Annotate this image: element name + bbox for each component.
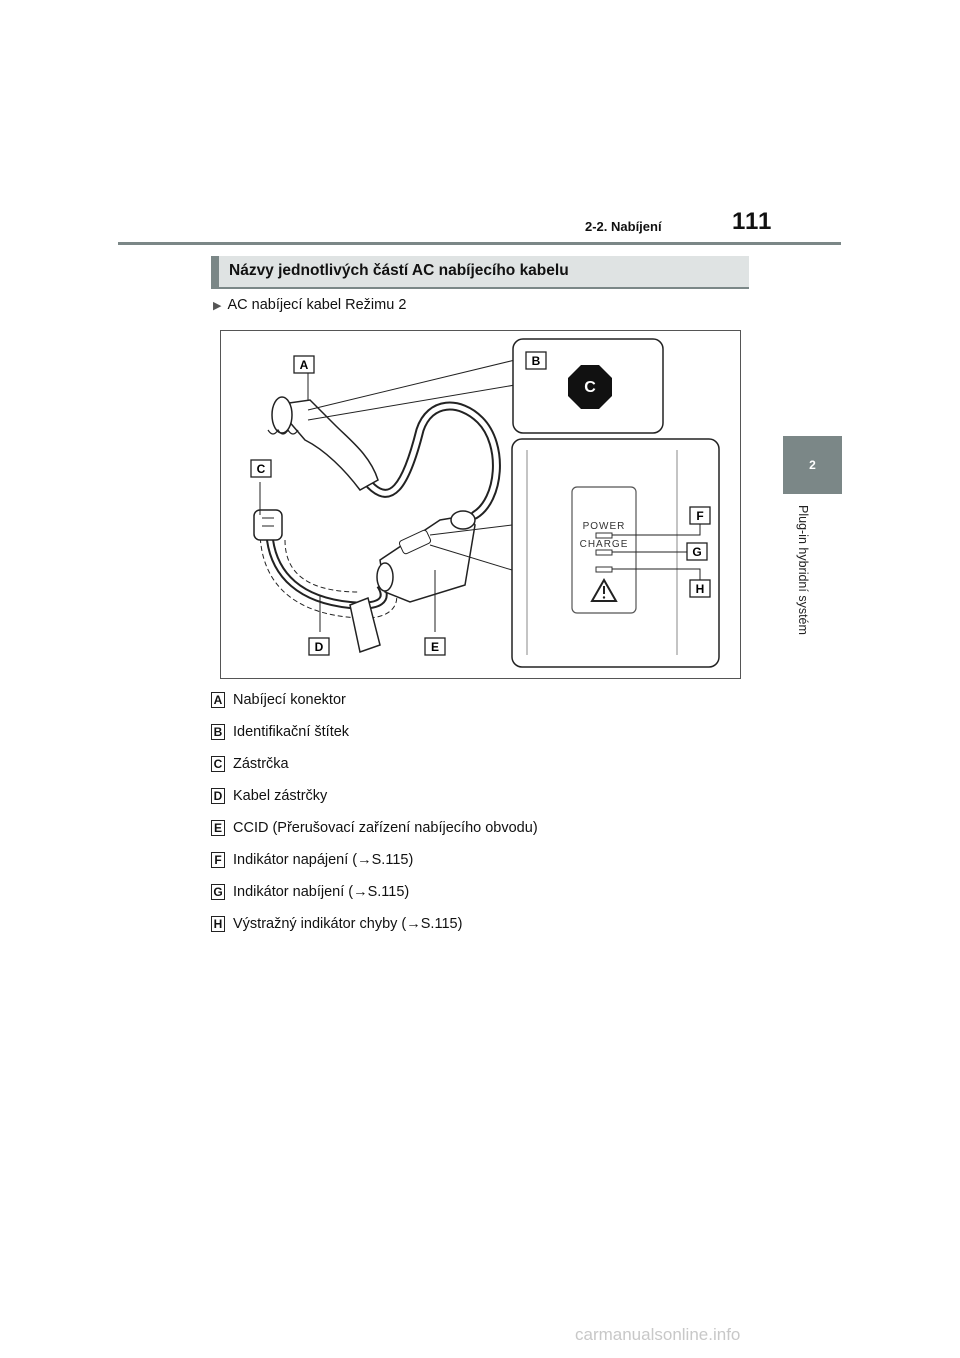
svg-text:C: C <box>256 462 266 476</box>
legend-item <box>211 754 289 774</box>
callout-f <box>690 507 710 524</box>
callout-g <box>687 543 707 560</box>
legend-key: C <box>211 756 225 772</box>
callout-h <box>690 580 710 597</box>
legend-text: CCID (Přerušovací zařízení nabíjecího obvodu) <box>233 820 538 836</box>
legend-key: E <box>211 820 225 836</box>
subheading <box>213 297 406 313</box>
legend-item <box>211 818 538 838</box>
legend-key: A <box>211 692 225 708</box>
error-indicator <box>596 567 612 572</box>
legend-text: Zástrčka <box>233 756 289 772</box>
svg-text:F: F <box>696 509 704 523</box>
legend-item <box>211 722 349 742</box>
chapter-tab: 2 <box>783 436 842 494</box>
legend-text: Indikátor napájení (→S.115) <box>233 852 414 868</box>
watermark: carmanualsonline.info <box>575 1325 741 1344</box>
legend-text: Indikátor nabíjení (→S.115) <box>233 884 410 900</box>
legend-item <box>211 690 346 710</box>
triangle-bullet-icon: ▶ <box>213 300 222 312</box>
header-rule <box>118 242 841 245</box>
page-number: 111 <box>732 208 773 235</box>
plug-icon <box>254 510 282 540</box>
header-section-title: 2-2. Nabíjení <box>585 219 662 234</box>
section-title: Názvy jednotlivých částí AC nabíjecího kabelu <box>229 262 569 279</box>
legend-text: Identifikační štítek <box>233 724 350 740</box>
callout-c <box>251 460 271 477</box>
legend-key: G <box>211 884 225 900</box>
svg-text:E: E <box>430 640 440 654</box>
svg-text:C: C <box>584 379 596 396</box>
legend-text: Výstražný indikátor chyby (→S.115) <box>233 916 463 932</box>
charge-label: CHARGE <box>579 539 629 550</box>
legend-key: D <box>211 788 225 804</box>
cable-figure <box>220 330 741 679</box>
section-accent <box>211 256 219 287</box>
legend-text: Nabíjecí konektor <box>233 692 346 708</box>
callout-a <box>294 356 314 373</box>
subheading-text: AC nabíjecí kabel Režimu 2 <box>227 297 407 313</box>
legend-key: B <box>211 724 225 740</box>
callout-d <box>309 638 329 655</box>
power-label: POWER <box>582 521 626 532</box>
svg-text:G: G <box>692 545 702 559</box>
power-indicator <box>596 533 612 538</box>
callout-b <box>526 352 546 369</box>
legend-key: H <box>211 916 225 932</box>
svg-text:B: B <box>531 354 541 368</box>
svg-text:D: D <box>314 640 324 654</box>
charge-indicator <box>596 550 612 555</box>
legend-item <box>211 914 462 934</box>
legend-item <box>211 786 327 806</box>
callout-e <box>425 638 445 655</box>
svg-text:A: A <box>299 358 309 372</box>
legend-item <box>211 882 409 902</box>
legend-text: Kabel zástrčky <box>233 788 328 804</box>
legend-item <box>211 850 413 870</box>
legend-key: F <box>211 852 225 868</box>
chapter-title: Plug-in hybridní systém <box>796 505 810 635</box>
section-heading <box>211 256 749 289</box>
svg-text:H: H <box>695 582 705 596</box>
